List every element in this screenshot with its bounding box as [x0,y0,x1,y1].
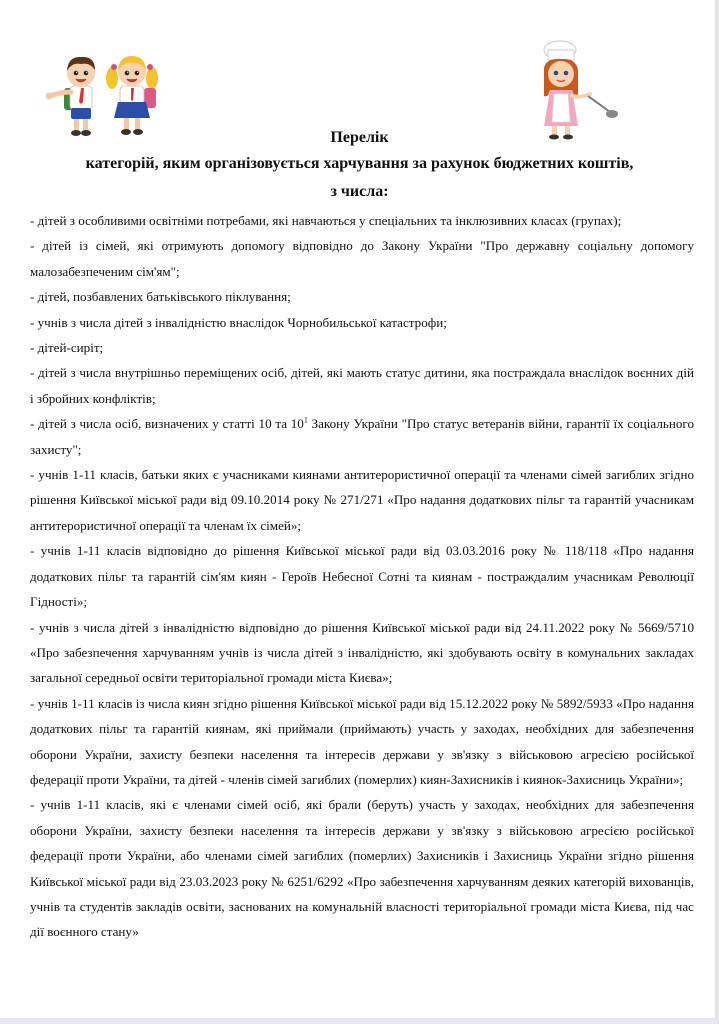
list-item: - дітей-сиріт; [30,340,104,356]
girl-figure [106,56,158,135]
list-item: - учнів 1-11 класів, які є членами сімей осіб, які брали (беруть) участь у заходах, необхідних для забезпечення оборони України, захисту безпеки населення та інтересів держави у зв'язку з військовою агресією російської федерації проти України, або членами сімей загиблих (померлих) Захисників і Захисниць України згідно рішення Київської міської ради від 23.03.2023 року № 6251/6292 «Про забезпечення харчуванням деяких категорій вихованців, учнів та студентів закладів освіти, заснованих на комунальній власності територіальної громади міста Києва, під час дії воєнного стану» [30,797,694,940]
list-item: - учнів 1-11 класів, батьки яких є учасниками киянами антитерористичної операції та членами сімей загиблих згідно рішення Київської міської ради від 09.10.2014 року № 271/271 «Про надання додаткових пільг та гарантій учасникам антитерористичної операції та членам їх сімей»; [30,467,694,533]
document-subtitle-tail: з числа: [330,183,389,200]
list-item: - дітей з числа внутрішньо переміщених осіб, дітей, які мають статус дитини, яка постраждала внаслідок воєнних дій і збройних конфліктів; [30,365,694,406]
children-illustration-icon [38,46,168,140]
boy-figure [46,57,96,136]
page-bottom-band [0,1018,719,1024]
chef-girl-illustration-icon [530,40,622,140]
category-list [30,208,694,945]
document-subtitle: категорій, яким організовується харчування за рахунок бюджетних коштів, [85,155,634,172]
list-item: - дітей з особливими освітніми потребами, які навчаються у спеціальних та інклюзивних класах (групах); [30,213,622,228]
page-edge [715,0,719,1024]
list-item: - учнів з числа дітей з інвалідністю відповідно до рішення Київської міської ради від 24.11.2022 року № 5669/5710 «Про забезпечення харчуванням учнів із числа дітей з інвалідністю, які здобувають освіту в комунальних закладах загальної середньої освіти територіальної громади міста Києва»; [30,619,694,686]
list-item: - учнів 1-11 класів із числа киян згідно рішення Київської міської ради від 15.12.2022 року № 5892/5933 «Про надання додаткових пільг та гарантій киянам, які приймали (приймають) участь у заходах, необхідних для забезпечення оборони України, захисту безпеки населення та інтересів держави у зв'язку з військовою агресією російської федерації проти України, та дітей - членів сімей загиблих (померлих) киян-Захисників і киянок-Захисниць України»; [30,695,694,787]
list-item: - дітей із сімей, які отримують допомогу відповідно до Закону України "Про державну соціальну допомогу малозабезпеченим сім'ям"; [30,238,694,279]
list-item: - дітей, позбавлених батьківського піклування; [30,289,291,305]
list-item: - учнів 1-11 класів відповідно до рішення Київської міської ради від 03.03.2016 року № 118/118 «Про надання додаткових пільг та гарантій сім'ям киян - Героїв Небесної Сотні та киянам - постраждалим учасникам Революції Гідності»; [30,543,694,610]
document-title: Перелік [330,129,389,146]
list-item [30,411,694,462]
superscript: 1 [303,415,308,425]
list-item-text: - дітей з числа осіб, визначених у статті 10 та 10 [30,416,304,432]
list-item: - учнів з числа дітей з інвалідністю внаслідок Чорнобильської катастрофи; [30,314,447,330]
list-item-text: Закону України "Про статус ветеранів війни, гарантії їх соціального захисту"; [30,416,694,457]
